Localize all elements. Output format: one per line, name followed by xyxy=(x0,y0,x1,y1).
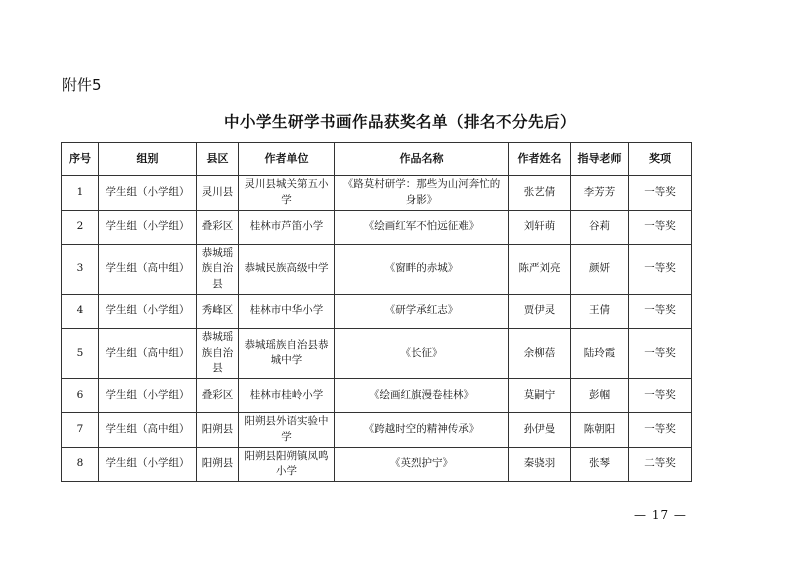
cell-county: 叠彩区 xyxy=(197,210,239,244)
cell-index: 7 xyxy=(62,413,99,448)
cell-work: 《长征》 xyxy=(335,328,509,378)
cell-teacher: 李芳芳 xyxy=(571,176,629,211)
cell-author: 陈严刘亮 xyxy=(509,244,571,294)
cell-group: 学生组（小学组） xyxy=(99,176,197,211)
table-row xyxy=(62,210,692,244)
cell-award: 二等奖 xyxy=(629,447,692,482)
award-table xyxy=(61,142,692,482)
cell-award: 一等奖 xyxy=(629,210,692,244)
cell-work: 《绘画红旗漫卷桂林》 xyxy=(335,379,509,413)
table-row xyxy=(62,413,692,448)
cell-work: 《跨越时空的精神传承》 xyxy=(335,413,509,448)
cell-county: 恭城瑶族自治县 xyxy=(197,244,239,294)
cell-award: 一等奖 xyxy=(629,294,692,328)
cell-teacher: 陈朝阳 xyxy=(571,413,629,448)
cell-author: 贾伊灵 xyxy=(509,294,571,328)
header-index: 序号 xyxy=(62,143,99,176)
table-row xyxy=(62,176,692,211)
cell-unit: 阳朔县外语实验中学 xyxy=(239,413,335,448)
cell-author: 孙伊曼 xyxy=(509,413,571,448)
header-teacher: 指导老师 xyxy=(571,143,629,176)
cell-group: 学生组（高中组） xyxy=(99,413,197,448)
cell-teacher: 陆玲霞 xyxy=(571,328,629,378)
cell-index: 4 xyxy=(62,294,99,328)
header-group: 组别 xyxy=(99,143,197,176)
table-header-row xyxy=(62,143,692,176)
cell-unit: 桂林市桂岭小学 xyxy=(239,379,335,413)
cell-county: 秀峰区 xyxy=(197,294,239,328)
cell-unit: 阳朔县阳朔镇凤鸣小学 xyxy=(239,447,335,482)
cell-index: 8 xyxy=(62,447,99,482)
cell-county: 灵川县 xyxy=(197,176,239,211)
cell-group: 学生组（小学组） xyxy=(99,447,197,482)
header-award: 奖项 xyxy=(629,143,692,176)
cell-index: 2 xyxy=(62,210,99,244)
cell-author: 张艺倩 xyxy=(509,176,571,211)
header-county: 县区 xyxy=(197,143,239,176)
cell-unit: 桂林市中华小学 xyxy=(239,294,335,328)
cell-group: 学生组（小学组） xyxy=(99,379,197,413)
cell-index: 3 xyxy=(62,244,99,294)
cell-author: 莫嗣宁 xyxy=(509,379,571,413)
cell-county: 阳朔县 xyxy=(197,413,239,448)
cell-index: 5 xyxy=(62,328,99,378)
table-row xyxy=(62,447,692,482)
cell-unit: 桂林市芦笛小学 xyxy=(239,210,335,244)
header-author: 作者姓名 xyxy=(509,143,571,176)
cell-unit: 恭城民族高级中学 xyxy=(239,244,335,294)
cell-teacher: 彭帼 xyxy=(571,379,629,413)
cell-award: 一等奖 xyxy=(629,244,692,294)
page-number: — 17 — xyxy=(634,508,687,522)
cell-author: 余柳蓓 xyxy=(509,328,571,378)
cell-work: 《绘画红军不怕远征难》 xyxy=(335,210,509,244)
cell-group: 学生组（小学组） xyxy=(99,210,197,244)
cell-group: 学生组（高中组） xyxy=(99,244,197,294)
cell-award: 一等奖 xyxy=(629,413,692,448)
cell-work: 《研学承红志》 xyxy=(335,294,509,328)
table-row xyxy=(62,328,692,378)
cell-award: 一等奖 xyxy=(629,176,692,211)
cell-unit: 恭城瑶族自治县恭城中学 xyxy=(239,328,335,378)
header-unit: 作者单位 xyxy=(239,143,335,176)
cell-author: 刘轩萌 xyxy=(509,210,571,244)
attachment-label: 附件5 xyxy=(62,76,102,94)
cell-group: 学生组（小学组） xyxy=(99,294,197,328)
cell-index: 1 xyxy=(62,176,99,211)
document-title: 中小学生研学书画作品获奖名单（排名不分先后） xyxy=(223,113,576,131)
cell-teacher: 张琴 xyxy=(571,447,629,482)
cell-award: 一等奖 xyxy=(629,328,692,378)
cell-work: 《英烈护宁》 xyxy=(335,447,509,482)
cell-work: 《路莫村研学：那些为山河奔忙的身影》 xyxy=(335,176,509,211)
cell-award: 一等奖 xyxy=(629,379,692,413)
table-row xyxy=(62,379,692,413)
cell-unit: 灵川县城关第五小学 xyxy=(239,176,335,211)
cell-index: 6 xyxy=(62,379,99,413)
cell-county: 阳朔县 xyxy=(197,447,239,482)
header-work: 作品名称 xyxy=(335,143,509,176)
table-row xyxy=(62,244,692,294)
cell-teacher: 王倩 xyxy=(571,294,629,328)
cell-work: 《窗畔的赤城》 xyxy=(335,244,509,294)
cell-teacher: 谷莉 xyxy=(571,210,629,244)
cell-county: 恭城瑶族自治县 xyxy=(197,328,239,378)
table-row xyxy=(62,294,692,328)
cell-teacher: 颜妍 xyxy=(571,244,629,294)
cell-group: 学生组（高中组） xyxy=(99,328,197,378)
cell-author: 秦骁羽 xyxy=(509,447,571,482)
cell-county: 叠彩区 xyxy=(197,379,239,413)
